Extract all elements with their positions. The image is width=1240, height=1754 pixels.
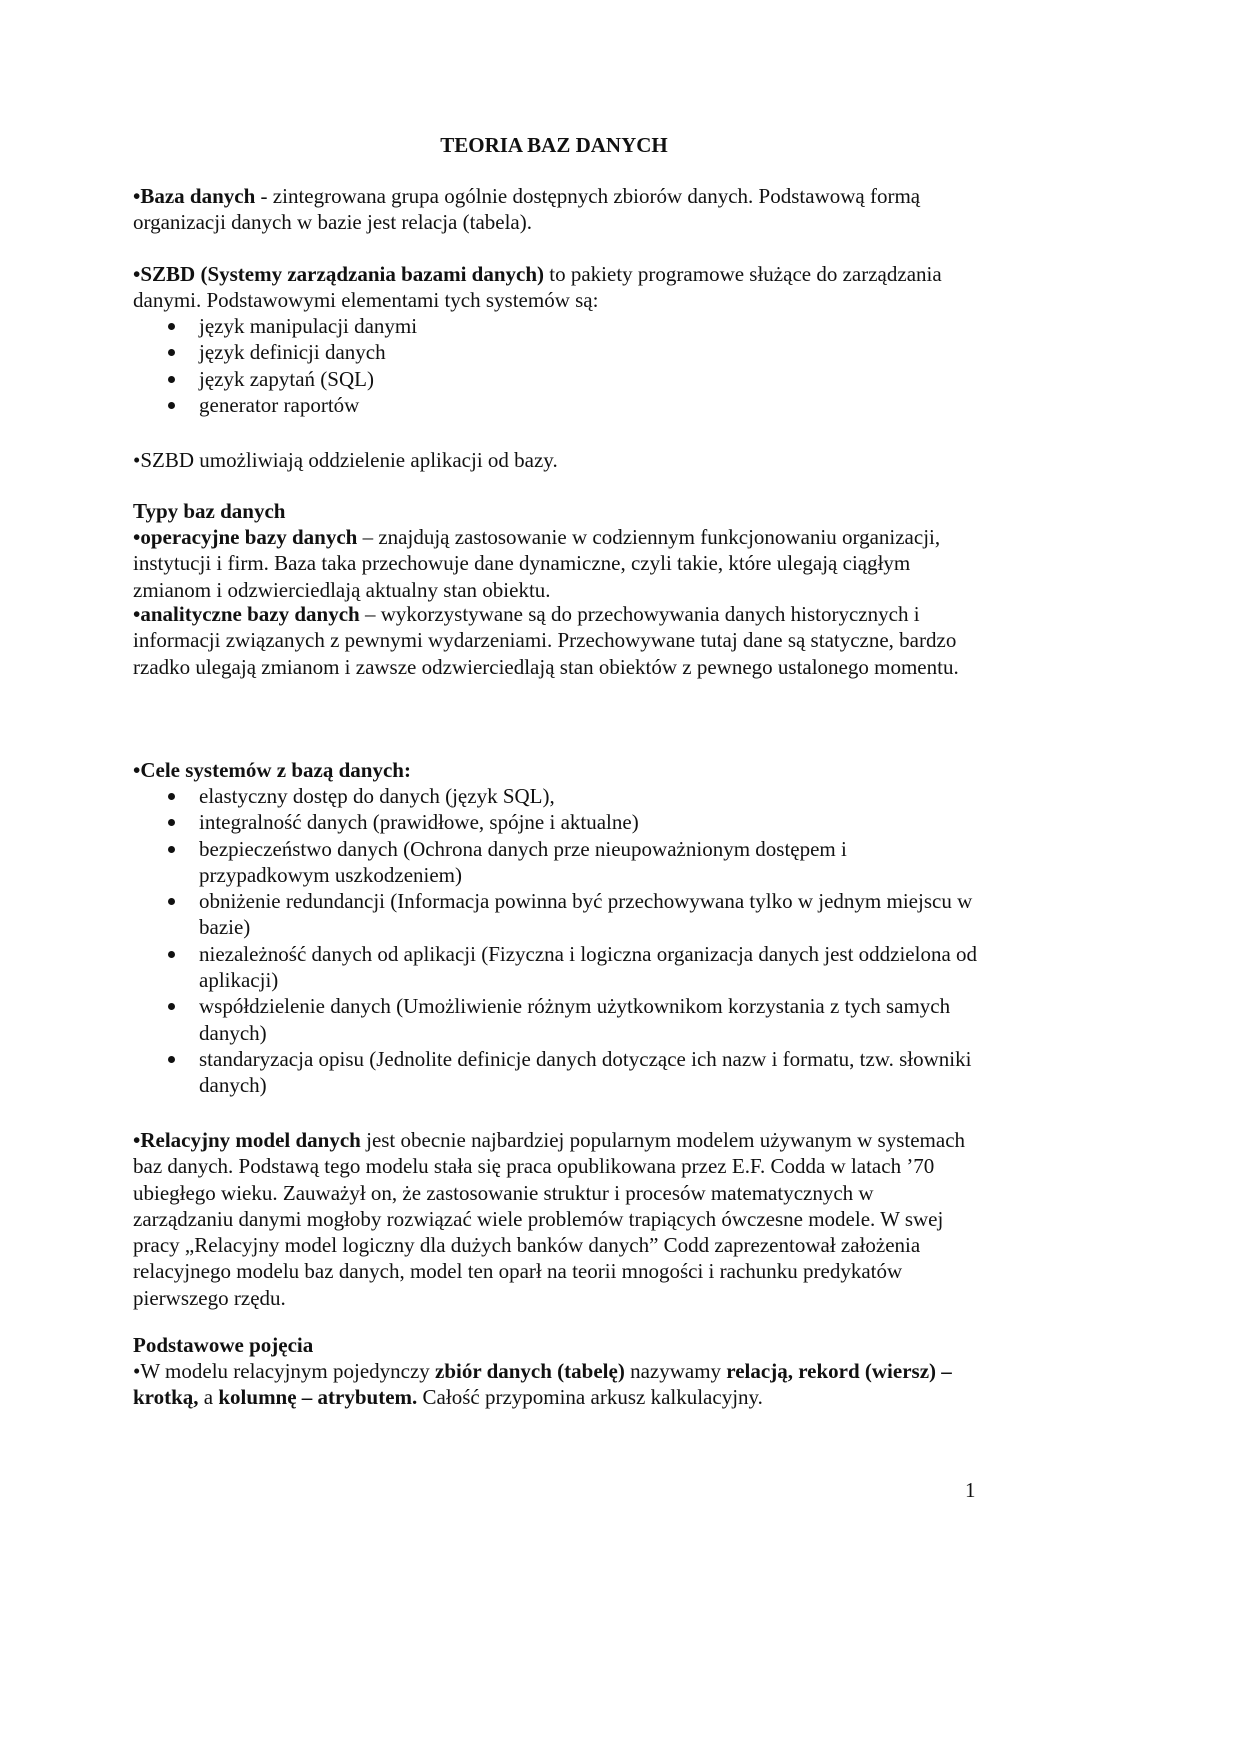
heading-cele: •Cele systemów z bazą danych:: [133, 758, 411, 782]
paragraph-szbd: [133, 261, 978, 314]
page-number: 1: [965, 1478, 976, 1502]
goals-list: [133, 783, 978, 1099]
text-run: Całość przypomina arkusz kalkulacyjny.: [417, 1385, 763, 1410]
list-item: współdzielenie danych (Umożliwienie różnym użytkownikom korzystania z tych samych danych): [133, 993, 978, 1046]
list-item: standaryzacja opisu (Jednolite definicje danych dotyczące ich nazw i formatu, tzw. słowniki danych): [133, 1046, 978, 1099]
paragraph-analityczne: [133, 601, 978, 680]
paragraph-szbd-separation: [133, 447, 978, 473]
list-item: język definicji danych: [133, 339, 978, 365]
text-run: nazywamy: [624, 1359, 727, 1383]
text-run: jest obecnie najbardziej popularnym modelem używanym w systemach baz danych. Podstawą tego modelu stała się praca opublikowana przez E.F. Codda w latach ’70 ubiegłego wieku. Zauważył on, że zastosowanie struktur i procesów matematycznych w zarządzaniu danymi mogłoby rozwiązać wiele problemów trapiących ówczesne modele. W swej pracy „Relacyjny model logiczny dla dużych banków danych” Codd zaprezentował założenia relacyjnego modelu baz danych, model ten oparł na teorii mnogości i rachunku predykatów pierwszego rzędu.: [133, 1128, 966, 1310]
list-item: język manipulacji danymi: [133, 313, 978, 339]
list-item: generator raportów: [133, 392, 978, 418]
bold-run: •SZBD (Systemy zarządzania bazami danych): [133, 262, 545, 286]
text-run: •SZBD umożliwiają oddzielenie aplikacji od bazy.: [133, 448, 558, 472]
list-item: integralność danych (prawidłowe, spójne i aktualne): [133, 809, 978, 835]
bold-run: zbiór danych (tabelę): [435, 1359, 625, 1383]
bold-run: kolumnę – atrybutem.: [218, 1385, 418, 1410]
list-item: język zapytań (SQL): [133, 366, 978, 392]
text-run: - zintegrowana grupa ogólnie dostępnych zbiorów danych. Podstawową formą organizacji danych w bazie jest relacja (tabela).: [133, 184, 921, 235]
paragraph-pojecia: [133, 1358, 978, 1411]
text-run: to pakiety programowe służące do zarządzania danymi. Podstawowymi elementami tych systemów są:: [133, 262, 942, 313]
bold-run: •Relacyjny model danych: [133, 1128, 361, 1152]
paragraph-relacyjny-model: [133, 1127, 978, 1311]
list-item: niezależność danych od aplikacji (Fizyczna i logiczna organizacja danych jest oddzielona od aplikacji): [133, 941, 978, 994]
heading-typy-baz: Typy baz danych: [133, 499, 286, 523]
text-run: •W modelu relacyjnym pojedynczy: [133, 1359, 436, 1383]
text-run: – znajdują zastosowanie w codziennym funkcjonowaniu organizacji, instytucji i firm. Baza taka przechowuje dane dynamiczne, czyli takie, które ulegają ciągłym zmianom i odzwierciedlają aktualny stan obiektu.: [133, 525, 941, 602]
list-item: obniżenie redundancji (Informacja powinna być przechowywana tylko w jednym miejscu w bazie): [133, 888, 978, 941]
text-run: a: [198, 1385, 219, 1410]
paragraph-operacyjne: [133, 524, 978, 603]
bold-run: •analityczne bazy danych: [133, 602, 360, 626]
bold-run: •Baza danych: [133, 184, 256, 208]
heading-podstawowe-pojecia: Podstawowe pojęcia: [133, 1333, 314, 1357]
bold-run: relacją, rekord (wiersz) – krotką,: [133, 1359, 952, 1410]
paragraph-baza-danych: [133, 183, 978, 236]
list-item: bezpieczeństwo danych (Ochrona danych prze nieupoważnionym dostępem i przypadkowym uszkodzeniem): [133, 836, 978, 889]
szbd-elements-list: [133, 313, 978, 418]
list-item: elastyczny dostęp do danych (język SQL),: [133, 783, 978, 809]
bold-run: •operacyjne bazy danych: [133, 525, 358, 549]
text-run: – wykorzystywane są do przechowywania danych historycznych i informacji związanych z pewnymi wydarzeniami. Przechowywane tutaj dane są statyczne, bardzo rzadko ulegają zmianom i zawsze odzwierciedlają stan obiektów z pewnego ustalonego momentu.: [133, 602, 959, 679]
document-title: TEORIA BAZ DANYCH: [440, 133, 668, 157]
